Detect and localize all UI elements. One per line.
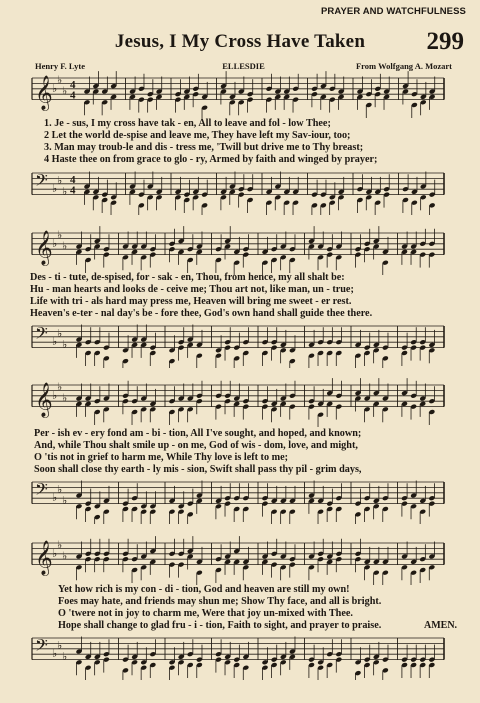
lyric-line: And, while Thou shalt smile up - on me, God of wis - dom, love, and might,	[34, 440, 358, 451]
flat-icon: ♭	[57, 380, 63, 394]
bass-clef-icon: 𝄢	[35, 169, 48, 194]
flat-icon: ♭	[52, 546, 58, 560]
flat-icon: ♭	[52, 388, 58, 402]
lyric-line: Hu - man hearts and looks de - ceive me; Thou art not, like man, un - true;	[30, 284, 354, 295]
flat-icon: ♭	[52, 491, 58, 505]
flat-icon: ♭	[52, 647, 58, 661]
section-heading: PRAYER AND WATCHFULNESS	[321, 6, 466, 17]
lyric-line: 1. Je - sus, I my cross have tak - en, All to leave and fol - low Thee;	[44, 118, 331, 129]
flat-icon: ♭	[62, 549, 68, 563]
flat-icon: ♭	[52, 236, 58, 250]
lyric-line: Heaven's e-ter - nal day's be - fore thee, God's own hand shall guide thee there.	[30, 308, 373, 319]
treble-clef-icon: 𝄞	[35, 75, 53, 111]
treble-staff-3	[0, 377, 480, 427]
staff-lines	[32, 326, 444, 348]
flat-icon: ♭	[57, 327, 63, 341]
time-signature: 4	[70, 184, 76, 197]
flat-icon: ♭	[52, 182, 58, 196]
tune-name: ELLESDIE	[222, 61, 265, 71]
time-signature: 4	[70, 89, 76, 102]
lyric-line: 2 Let the world de-spise and leave me, They have left my Sav-iour, too;	[44, 130, 351, 141]
time-signature: 4	[70, 173, 76, 186]
lyric-line: Per - ish ev - ery fond am - bi - tion, All I've sought, and hoped, and known;	[34, 428, 362, 439]
lyric-line: 3. Man may troub-le and dis - tress me, 'Twill but drive me to Thy breast;	[44, 142, 364, 153]
hymn-number: 299	[426, 28, 464, 55]
flat-icon: ♭	[57, 639, 63, 653]
treble-staff-2	[0, 225, 480, 275]
lyric-line: Life with tri - als hard may press me, Heaven will bring me sweet - er rest.	[30, 296, 352, 307]
staff-lines	[32, 78, 444, 100]
flat-icon: ♭	[62, 184, 68, 198]
lyric-line: Des - ti - tute, de-spised, for - sak - en, Thou, from hence, my all shalt be:	[30, 272, 345, 283]
amen-label: AMEN.	[424, 620, 458, 631]
bass-clef-icon: 𝄢	[35, 634, 48, 659]
treble-staff-1	[0, 70, 480, 120]
treble-clef-icon: 𝄞	[35, 382, 53, 418]
staff-lines	[32, 638, 444, 660]
composer-credit: From Wolfgang A. Mozart	[355, 61, 452, 71]
lyric-line: O 'tis not in grief to harm me, While Thy love is left to me;	[34, 452, 288, 463]
lyricist-credit: Henry F. Lyte	[35, 61, 85, 71]
flat-icon: ♭	[57, 228, 63, 242]
bass-staff-4	[0, 630, 480, 680]
bass-staff-1	[0, 165, 480, 215]
bass-staff-3	[0, 474, 480, 524]
flat-icon: ♭	[57, 483, 63, 497]
flat-icon: ♭	[57, 73, 63, 87]
bass-clef-icon: 𝄢	[35, 478, 48, 503]
flat-icon: ♭	[62, 391, 68, 405]
lyric-line: 4 Haste thee on from grace to glo - ry, Armed by faith and winged by prayer;	[44, 154, 378, 165]
hymn-title: Jesus, I My Cross Have Taken	[114, 31, 366, 52]
treble-staff-4	[0, 535, 480, 585]
time-signature: 4	[70, 78, 76, 91]
flat-icon: ♭	[62, 337, 68, 351]
lyric-line: Foes may hate, and friends may shun me; Show Thy face, and all is bright.	[58, 596, 382, 607]
flat-icon: ♭	[57, 174, 63, 188]
lyric-line: Soon shall close thy earth - ly mis - sion, Swift shall pass thy pil - grim days,	[34, 464, 362, 475]
flat-icon: ♭	[52, 81, 58, 95]
treble-clef-icon: 𝄞	[35, 230, 53, 266]
staff-lines	[32, 482, 444, 504]
flat-icon: ♭	[62, 84, 68, 98]
bass-clef-icon: 𝄢	[35, 322, 48, 347]
flat-icon: ♭	[57, 538, 63, 552]
flat-icon: ♭	[62, 493, 68, 507]
lyric-line: Hope shall change to glad fru - i - tion, Faith to sight, and prayer to praise.	[58, 620, 382, 631]
bass-staff-2	[0, 318, 480, 368]
flat-icon: ♭	[62, 649, 68, 663]
flat-icon: ♭	[62, 239, 68, 253]
lyric-line: Yet how rich is my con - di - tion, God and heaven are still my own!	[58, 584, 350, 595]
flat-icon: ♭	[52, 335, 58, 349]
lyric-line: O 'twere not in joy to charm me, Were that joy un-mixed with Thee.	[58, 608, 353, 619]
treble-clef-icon: 𝄞	[35, 540, 53, 576]
